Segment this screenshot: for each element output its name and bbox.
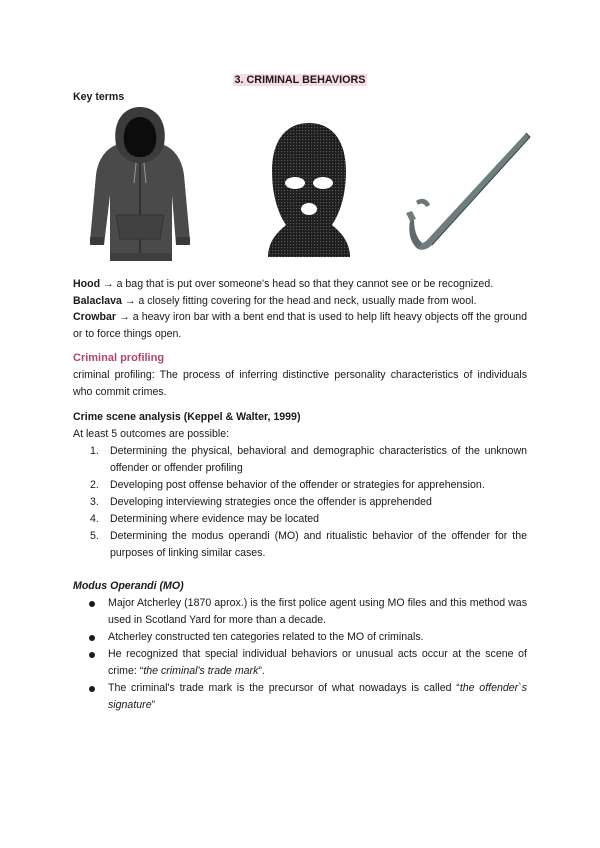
list-item [73,595,527,629]
crime-scene-heading: Crime scene analysis (Keppel & Walter, 1999) [73,411,301,423]
list-text: The criminal's trade mark is the precursor of what nowadays is called “ [108,682,460,694]
crime-scene-list [73,443,527,562]
definition-balaclava-text: a closely fitting covering for the head and neck, usually made from wool. [138,294,477,307]
page-title-text: 3. CRIMINAL BEHAVIORS [234,74,366,86]
balaclava-icon [266,121,352,261]
list-text-italic: the criminal's trade mark [143,665,259,677]
definition-hood [73,276,527,293]
list-number: 5. [90,530,99,542]
criminal-profiling-definition: criminal profiling: The process of inferring distinctive personality characteristics of individuals who commit crimes. [73,369,527,398]
list-text: Atcherley constructed ten categories related to the MO of criminals. [108,631,424,643]
definition-crowbar [73,309,527,342]
crowbar-icon [402,127,532,257]
criminal-profiling-heading: Criminal profiling [73,352,165,364]
definitions [73,276,527,342]
term-hood: Hood [73,278,101,290]
list-text: Developing post offense behavior of the offender or strategies for apprehension. [110,479,485,491]
list-text: ” [151,699,156,711]
list-number: 3. [90,496,99,508]
list-text: He recognized that special individual behaviors or unusual acts occur at the scene of crime: “ [108,648,527,677]
list-number: 1. [90,445,99,457]
list-number: 4. [90,513,99,525]
list-item [73,629,527,646]
list-item [73,528,527,562]
list-item [73,646,527,680]
hooded-sweatshirt-icon [86,103,194,263]
modus-operandi-heading: Modus Operandi (MO) [73,580,184,592]
list-item [73,443,527,477]
list-text: ”. [258,665,265,677]
list-text: Determining where evidence may be located [110,513,320,525]
bullet-icon [89,686,95,692]
key-terms-heading: Key terms [73,91,125,103]
list-item [73,494,527,511]
bullet-icon [89,652,95,658]
list-text: Determining the physical, behavioral and demographic characteristics of the unknown offender or offender profiling [110,445,527,474]
definition-balaclava [73,293,527,310]
list-text: Determining the modus operandi (MO) and ritualistic behavior of the offender for the purposes of linking similar cases. [110,530,527,559]
bullet-icon [89,601,95,607]
key-terms-images [0,103,600,268]
arrow-balaclava: → [124,294,136,307]
list-text: Developing interviewing strategies once the offender is apprehended [110,496,432,508]
term-balaclava: Balaclava [73,294,122,307]
bullet-icon [89,635,95,641]
definition-hood-text: a bag that is put over someone's head so that they cannot see or be recognized. [116,278,494,290]
list-text-italic: the offender`s signature [108,682,528,711]
term-crowbar: Crowbar [73,311,116,324]
arrow-hood: → [103,278,114,290]
list-text: Major Atcherley (1870 aprox.) is the first police agent using MO files and this method was used in Scotland Yard for more than a decade. [108,597,527,626]
modus-operandi-list [73,595,527,714]
page-title [0,73,600,87]
list-item [73,680,527,714]
list-item [73,477,527,494]
arrow-crowbar: → [119,311,130,324]
crime-scene-intro: At least 5 outcomes are possible: [73,428,230,440]
definition-crowbar-text: a heavy iron bar with a bent end that is used to help lift heavy objects off the ground or to force things open. [73,311,527,340]
list-item [73,511,527,528]
list-number: 2. [90,479,99,491]
